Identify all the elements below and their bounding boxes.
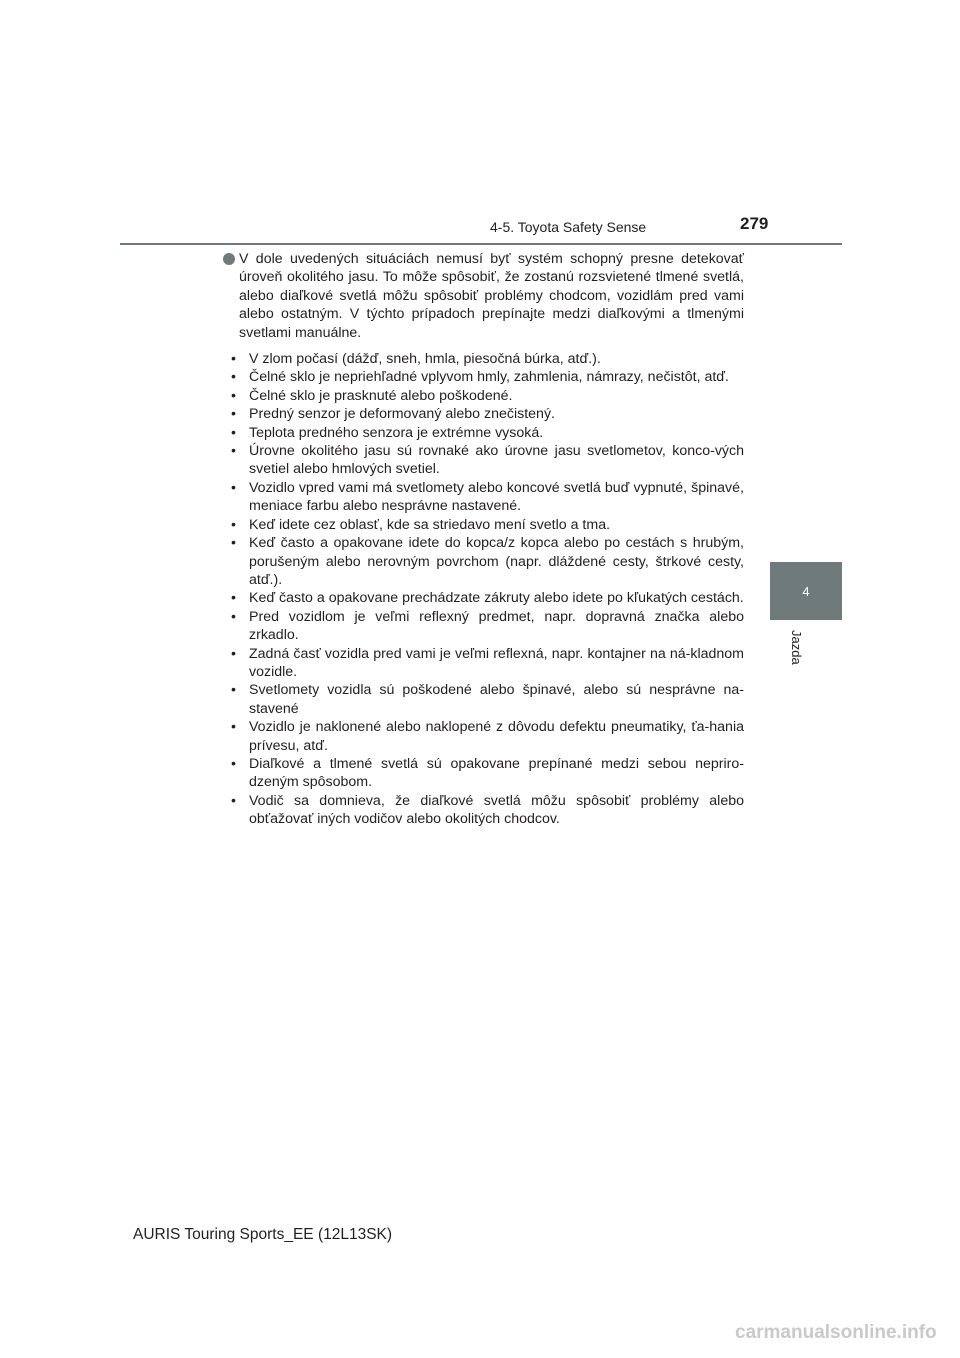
header-divider	[120, 243, 842, 245]
list-item-text: Čelné sklo je prasknuté alebo poškodené.	[249, 387, 513, 404]
list-item-text: Predný senzor je deformovaný alebo znečistený.	[249, 406, 555, 423]
chapter-label: Jazda	[789, 630, 804, 665]
lead-paragraph-text: V dole uvedených situáciách nemusí byť systém schopný presne detekovať úroveň okolitého jasu. To môže spôsobiť, že zostanú rozsvietené tlmené svetlá, alebo diaľkové svetlá môžu spôsobiť problémy chodcom, vozidlám pred vami alebo ostatným. V týchto prípadoch prepínajte medzi diaľkovými a tlmenými svetlami manuálne.	[239, 251, 744, 341]
list-item-text: Keď často a opakovane prechádzate zákruty alebo idete po kľukatých cestách.	[249, 590, 744, 607]
running-header-section: 4-5. Toyota Safety Sense	[490, 219, 647, 235]
bullet-dot: •	[231, 369, 236, 386]
bullet-dot: •	[231, 792, 236, 809]
list-item	[222, 718, 744, 755]
bullet-dot: •	[231, 608, 236, 625]
list-item	[222, 405, 744, 423]
list-item-text: Čelné sklo je nepriehľadné vplyvom hmly, zahmlenia, námrazy, nečistôt, atď.	[249, 369, 729, 386]
list-item	[222, 645, 744, 682]
bullet-dot: •	[231, 479, 236, 496]
bullet-dot: •	[231, 406, 236, 423]
list-item	[222, 755, 744, 792]
list-item-text: Vodič sa domnieva, že diaľkové svetlá môžu spôsobiť problémy alebo obťažovať iných vodičov alebo okolitých chodcov.	[249, 792, 744, 828]
list-item	[222, 792, 744, 829]
list-item	[222, 368, 744, 386]
list-item	[222, 589, 744, 607]
list-item	[222, 350, 744, 368]
bullet-dot: •	[231, 645, 236, 662]
list-item	[222, 479, 744, 516]
list-item	[222, 681, 744, 718]
bullet-dot: •	[231, 443, 236, 460]
list-item	[222, 608, 744, 645]
list-item	[222, 534, 744, 589]
bullet-dot: •	[231, 590, 236, 607]
bullet-dot: •	[231, 424, 236, 441]
bullet-dot: •	[231, 535, 236, 552]
list-item-text: Keď často a opakovane idete do kopca/z kopca alebo po cestách s hrubým, porušeným alebo nerovným povrchom (napr. dláždené cesty, štrkové cesty, atď.).	[249, 535, 744, 588]
list-item	[222, 387, 744, 405]
list-item-text: Pred vozidlom je veľmi reflexný predmet, napr. dopravná značka alebo zrkadlo.	[249, 608, 744, 644]
list-item	[222, 442, 744, 479]
bullet-dot: •	[231, 682, 236, 699]
chapter-number: 4	[802, 583, 810, 599]
list-item-text: Zadná časť vozidla pred vami je veľmi reflexná, napr. kontajner na ná-kladnom vozidle.	[249, 645, 744, 680]
condition-list	[222, 350, 744, 829]
list-item-text: Svetlomety vozidla sú poškodené alebo špinavé, alebo sú nesprávne na-stavené	[249, 682, 744, 717]
page-number: 279	[740, 214, 769, 233]
list-item-text: Vozidlo vpred vami má svetlomety alebo koncové svetlá buď vypnuté, špinavé, meniace farbu alebo nesprávne nastavené.	[249, 479, 744, 515]
list-item-text: V zlom počasí (dážď, sneh, hmla, piesočná búrka, atď.).	[249, 351, 601, 368]
list-item-text: Úrovne okolitého jasu sú rovnaké ako úrovne jasu svetlometov, konco-vých svetiel alebo hmlových svetiel.	[249, 443, 744, 478]
list-item	[222, 424, 744, 442]
bullet-dot: •	[231, 719, 236, 736]
list-item-text: Teplota predného senzora je extrémne vysoká.	[249, 424, 544, 441]
watermark: carmanualsonline.info	[735, 1322, 937, 1343]
main-content	[222, 250, 744, 829]
bullet-dot: •	[231, 516, 236, 533]
document-id: AURIS Touring Sports_EE (12L13SK)	[133, 1226, 393, 1243]
list-item-text: Diaľkové a tlmené svetlá sú opakovane prepínané medzi sebou nepriro-dzeným spôsobom.	[249, 755, 744, 791]
list-item	[222, 516, 744, 534]
bullet-dot: •	[231, 351, 236, 368]
bullet-dot: •	[231, 755, 236, 772]
list-item-text: Keď idete cez oblasť, kde sa striedavo mení svetlo a tma.	[249, 516, 611, 533]
circle-bullet-icon	[223, 253, 235, 265]
chapter-tab[interactable]	[770, 562, 842, 620]
bullet-dot: •	[231, 387, 236, 404]
list-item-text: Vozidlo je naklonené alebo naklopené z dôvodu defektu pneumatiky, ťa-hania prívesu, atď.	[249, 719, 744, 754]
lead-paragraph	[222, 250, 744, 342]
